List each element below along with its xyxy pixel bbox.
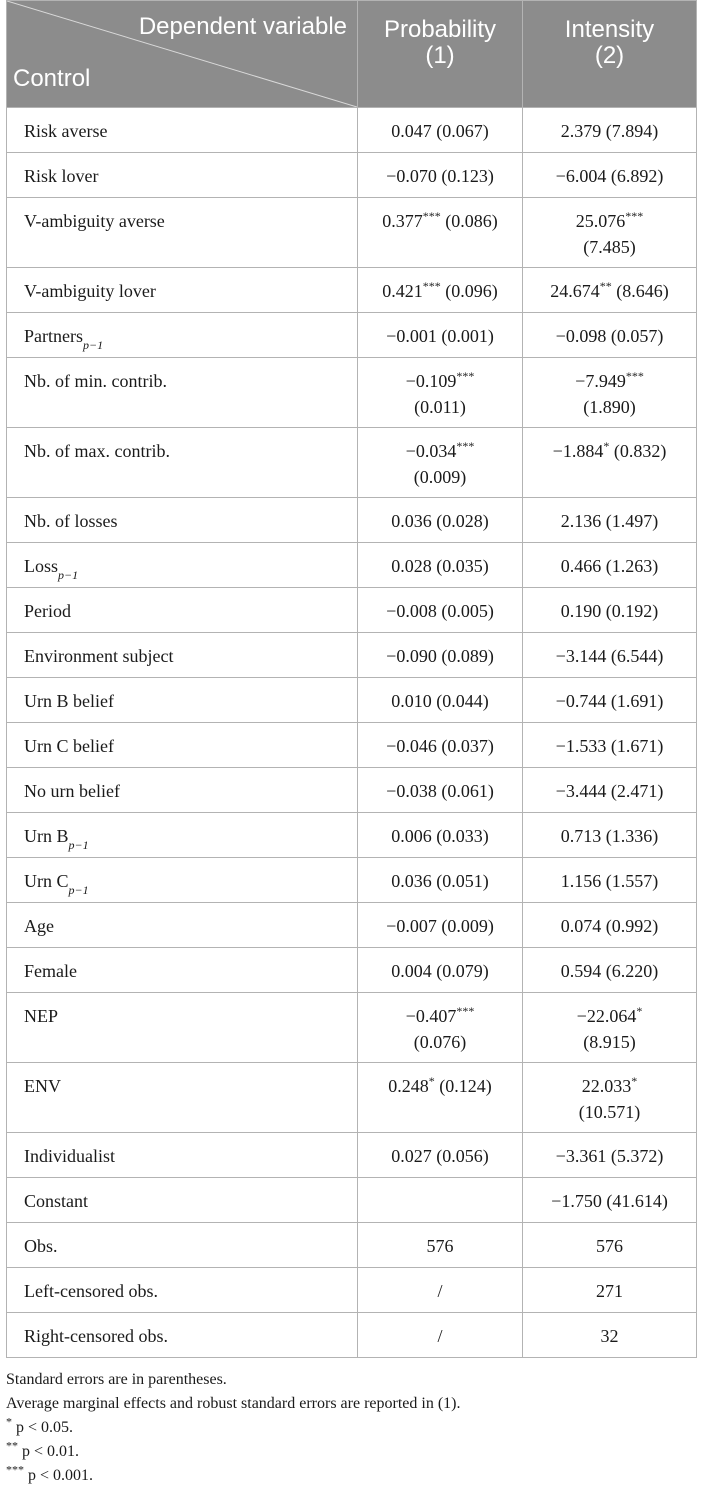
table-row xyxy=(7,428,697,498)
table-row xyxy=(7,1223,697,1268)
table-row xyxy=(7,858,697,903)
probability-value: 0.036 (0.028) xyxy=(358,498,523,543)
regression-table-container xyxy=(6,0,696,1488)
table-row xyxy=(7,948,697,993)
label-text: Female xyxy=(24,961,77,981)
intensity-value xyxy=(523,358,697,428)
row-label xyxy=(7,543,358,588)
intensity-value: 0.190 (0.192) xyxy=(523,588,697,633)
intensity-value: −6.004 (6.892) xyxy=(523,153,697,198)
coef: −0.034 xyxy=(405,441,457,461)
intensity-value: 0.713 (1.336) xyxy=(523,813,697,858)
header-intensity xyxy=(523,1,697,108)
row-label xyxy=(7,1268,358,1313)
label-text: Urn C belief xyxy=(24,736,114,756)
table-notes xyxy=(6,1368,696,1488)
label-text: NEP xyxy=(24,1006,59,1026)
row-label xyxy=(7,1133,358,1178)
probability-value xyxy=(358,1178,523,1223)
probability-value xyxy=(358,428,523,498)
row-label xyxy=(7,678,358,723)
intensity-value: 32 xyxy=(523,1313,697,1358)
probability-value: −0.001 (0.001) xyxy=(358,313,523,358)
std-error: (0.009) xyxy=(413,467,467,487)
table-header-row xyxy=(7,1,697,108)
std-error: (10.571) xyxy=(578,1102,641,1122)
label-text: Urn C xyxy=(24,871,69,891)
significance-stars: *** xyxy=(422,279,441,293)
subscript: p−1 xyxy=(68,882,89,897)
intensity-value: −0.098 (0.057) xyxy=(523,313,697,358)
significance-stars: *** xyxy=(422,209,441,223)
row-label xyxy=(7,358,358,428)
probability-value: 576 xyxy=(358,1223,523,1268)
probability-value xyxy=(358,198,523,268)
intensity-value xyxy=(523,198,697,268)
row-label xyxy=(7,153,358,198)
table-row xyxy=(7,1178,697,1223)
intensity-value: −0.744 (1.691) xyxy=(523,678,697,723)
significance-stars: * xyxy=(428,1074,435,1088)
note-star: * xyxy=(6,1414,12,1429)
intensity-value: −3.361 (5.372) xyxy=(523,1133,697,1178)
label-text: Partners xyxy=(24,326,83,346)
label-text: Left-censored obs. xyxy=(24,1281,158,1301)
table-row xyxy=(7,358,697,428)
probability-title: Probability xyxy=(383,16,497,43)
probability-number: (1) xyxy=(425,42,455,69)
row-label xyxy=(7,428,358,498)
label-text: Loss xyxy=(24,556,59,576)
label-text: Nb. of max. contrib. xyxy=(24,441,170,461)
intensity-value: 0.594 (6.220) xyxy=(523,948,697,993)
regression-table xyxy=(6,0,697,1358)
probability-value: 0.047 (0.067) xyxy=(358,108,523,153)
intensity-value: 271 xyxy=(523,1268,697,1313)
probability-value: −0.007 (0.009) xyxy=(358,903,523,948)
note-text: p < 0.001. xyxy=(24,1467,94,1484)
table-row xyxy=(7,588,697,633)
label-text: V-ambiguity lover xyxy=(24,281,156,301)
intensity-value xyxy=(523,268,697,313)
intensity-value: −1.750 (41.614) xyxy=(523,1178,697,1223)
coef: −0.407 xyxy=(405,1006,457,1026)
control-label: Control xyxy=(13,65,91,92)
table-row xyxy=(7,1133,697,1178)
probability-value: / xyxy=(358,1313,523,1358)
table-row xyxy=(7,268,697,313)
table-row xyxy=(7,993,697,1063)
row-label xyxy=(7,1178,358,1223)
table-row xyxy=(7,198,697,268)
row-label xyxy=(7,948,358,993)
table-row xyxy=(7,768,697,813)
probability-value xyxy=(358,358,523,428)
table-row xyxy=(7,633,697,678)
note-p005 xyxy=(6,1416,696,1440)
label-text: Environment subject xyxy=(24,646,174,666)
row-label xyxy=(7,993,358,1063)
std-error: (0.124) xyxy=(434,1076,492,1096)
coef: 0.377 xyxy=(382,211,423,231)
subscript: p−1 xyxy=(82,337,104,352)
intensity-value: 576 xyxy=(523,1223,697,1268)
std-error: (1.890) xyxy=(583,397,636,417)
intensity-number: (2) xyxy=(594,42,625,69)
significance-stars: ** xyxy=(599,279,612,293)
significance-stars: *** xyxy=(456,369,475,383)
note-text: p < 0.01. xyxy=(18,1443,80,1460)
significance-stars: * xyxy=(636,1004,643,1018)
note-star: ** xyxy=(6,1438,18,1453)
label-text: Age xyxy=(24,916,54,936)
std-error: (0.832) xyxy=(609,441,667,461)
row-label xyxy=(7,813,358,858)
table-row xyxy=(7,313,697,358)
table-row xyxy=(7,498,697,543)
intensity-value: 2.136 (1.497) xyxy=(523,498,697,543)
coef: −22.064 xyxy=(576,1006,637,1026)
table-row xyxy=(7,903,697,948)
probability-value: 0.010 (0.044) xyxy=(358,678,523,723)
intensity-value: −1.533 (1.671) xyxy=(523,723,697,768)
coef: −0.109 xyxy=(405,371,457,391)
significance-stars: *** xyxy=(625,369,644,383)
std-error: (7.485) xyxy=(583,237,636,257)
table-row xyxy=(7,153,697,198)
dependent-variable-label: Dependent variable xyxy=(138,13,347,40)
row-label xyxy=(7,858,358,903)
table-row xyxy=(7,1268,697,1313)
table-row xyxy=(7,1063,697,1133)
probability-value: 0.004 (0.079) xyxy=(358,948,523,993)
std-error: (0.096) xyxy=(440,281,498,301)
row-label xyxy=(7,498,358,543)
probability-value: / xyxy=(358,1268,523,1313)
std-error: (8.646) xyxy=(611,281,669,301)
subscript: p−1 xyxy=(58,567,79,582)
intensity-value: 0.466 (1.263) xyxy=(523,543,697,588)
label-text: Right-censored obs. xyxy=(24,1326,168,1346)
row-label xyxy=(7,1313,358,1358)
intensity-title: Intensity xyxy=(564,16,655,43)
probability-value: 0.028 (0.035) xyxy=(358,543,523,588)
probability-value: 0.006 (0.033) xyxy=(358,813,523,858)
probability-value xyxy=(358,268,523,313)
std-error: (0.076) xyxy=(413,1032,467,1052)
coef: 0.421 xyxy=(382,281,423,301)
label-text: Individualist xyxy=(24,1146,115,1166)
note-text: p < 0.05. xyxy=(12,1419,74,1436)
label-text: No urn belief xyxy=(24,781,120,801)
row-label xyxy=(7,108,358,153)
note-p0001 xyxy=(6,1464,696,1488)
label-text: Constant xyxy=(24,1191,89,1211)
probability-value: −0.046 (0.037) xyxy=(358,723,523,768)
table-row xyxy=(7,678,697,723)
row-label xyxy=(7,1223,358,1268)
probability-value: −0.008 (0.005) xyxy=(358,588,523,633)
coef: −7.949 xyxy=(575,371,626,391)
intensity-value: −3.444 (2.471) xyxy=(523,768,697,813)
significance-stars: *** xyxy=(625,209,644,223)
coef: 24.674 xyxy=(550,281,600,301)
label-text: ENV xyxy=(24,1076,61,1096)
table-row xyxy=(7,723,697,768)
row-label xyxy=(7,633,358,678)
table-row xyxy=(7,1313,697,1358)
label-text: Urn B xyxy=(24,826,69,846)
significance-stars: * xyxy=(603,439,610,453)
row-label xyxy=(7,198,358,268)
intensity-value xyxy=(523,993,697,1063)
row-label xyxy=(7,313,358,358)
probability-value: 0.036 (0.051) xyxy=(358,858,523,903)
row-label xyxy=(7,903,358,948)
label-text: Risk lover xyxy=(24,166,99,186)
probability-value: −0.038 (0.061) xyxy=(358,768,523,813)
intensity-value xyxy=(523,1063,697,1133)
label-text: Risk averse xyxy=(24,121,108,141)
row-label xyxy=(7,588,358,633)
intensity-value: −3.144 (6.544) xyxy=(523,633,697,678)
coef: −1.884 xyxy=(552,441,604,461)
significance-stars: *** xyxy=(456,439,475,453)
probability-value: −0.090 (0.089) xyxy=(358,633,523,678)
row-label xyxy=(7,1063,358,1133)
significance-stars: *** xyxy=(456,1004,475,1018)
significance-stars: * xyxy=(631,1074,638,1088)
label-text: Obs. xyxy=(24,1236,58,1256)
label-text: Nb. of min. contrib. xyxy=(24,371,167,391)
note-star: *** xyxy=(6,1462,24,1477)
std-error: (0.086) xyxy=(440,211,498,231)
probability-value: 0.027 (0.056) xyxy=(358,1133,523,1178)
row-label xyxy=(7,268,358,313)
label-text: Nb. of losses xyxy=(24,511,118,531)
header-probability xyxy=(358,1,523,108)
std-error: (8.915) xyxy=(583,1032,636,1052)
probability-value xyxy=(358,1063,523,1133)
note-marginal-effects: Average marginal effects and robust standard errors are reported in (1). xyxy=(6,1395,461,1412)
table-row xyxy=(7,108,697,153)
std-error: (0.011) xyxy=(414,397,466,417)
intensity-value: 1.156 (1.557) xyxy=(523,858,697,903)
row-label xyxy=(7,768,358,813)
intensity-value xyxy=(523,428,697,498)
probability-value xyxy=(358,993,523,1063)
intensity-value: 0.074 (0.992) xyxy=(523,903,697,948)
coef: 0.248 xyxy=(388,1076,429,1096)
label-text: V-ambiguity averse xyxy=(24,211,165,231)
subscript: p−1 xyxy=(68,837,89,852)
table-row xyxy=(7,543,697,588)
label-text: Urn B belief xyxy=(24,691,114,711)
note-standard-errors: Standard errors are in parentheses. xyxy=(6,1371,227,1388)
label-text: Period xyxy=(24,601,71,621)
header-corner-cell xyxy=(7,1,358,108)
intensity-value: 2.379 (7.894) xyxy=(523,108,697,153)
note-p001 xyxy=(6,1440,696,1464)
row-label xyxy=(7,723,358,768)
table-row xyxy=(7,813,697,858)
coef: 22.033 xyxy=(581,1076,632,1096)
coef: 25.076 xyxy=(575,211,626,231)
probability-value: −0.070 (0.123) xyxy=(358,153,523,198)
